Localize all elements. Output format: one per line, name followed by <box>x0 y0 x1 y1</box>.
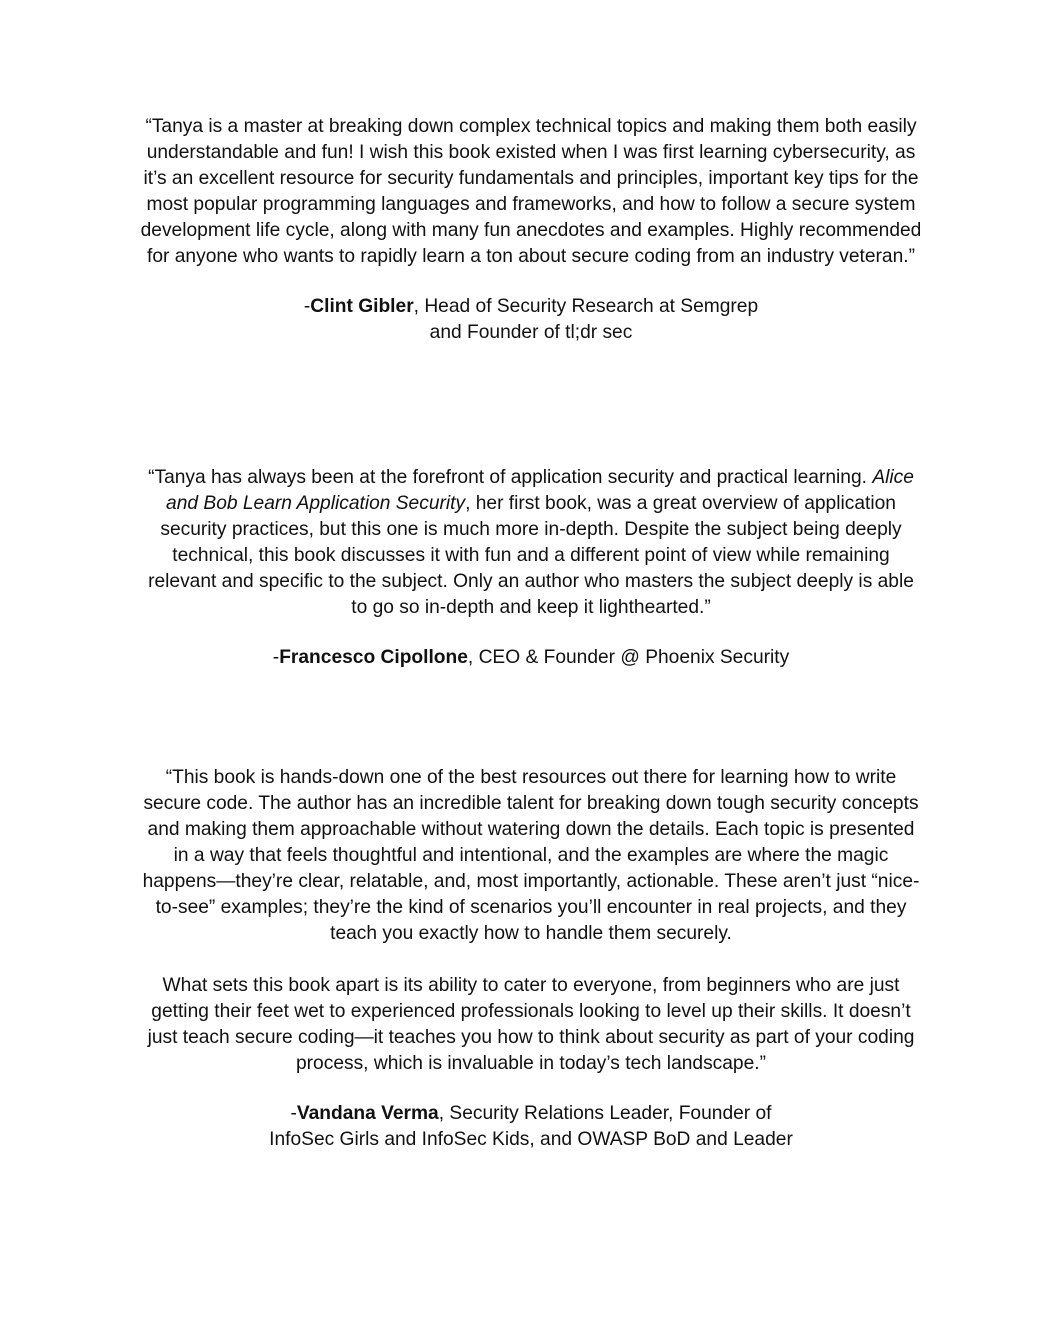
attribution-name: Vandana Verma <box>296 1103 439 1124</box>
testimonial-vandana-verma <box>140 765 922 1153</box>
testimonial-quote: “This book is hands-down one of the best resources out there for learning how to write secure code. The author has an incredible talent for breaking down tough security concepts and making them approachable without watering down the details. Each topic is presented in a way that feels thoughtful and intentional, and the examples are where the magic happens—they’re clear, relatable, and, most importantly, actionable. These aren’t just “nice-to-see” examples; they’re the kind of scenarios you’ll encounter in real projects, and they teach you exactly how to handle them securely. <box>142 767 920 944</box>
testimonial-clint-gibler <box>140 114 922 346</box>
testimonial-francesco-cipollone <box>140 465 922 671</box>
attribution-name: Francesco Cipollone <box>279 647 468 668</box>
attribution-role: , CEO & Founder @ Phoenix Security <box>467 647 790 668</box>
attribution-role-continued: and Founder of tl;dr sec <box>429 322 633 343</box>
attribution-dash: - <box>272 647 280 668</box>
attribution-dash: - <box>303 296 311 317</box>
attribution-role: , Security Relations Leader, Founder of <box>438 1103 772 1124</box>
quote-text-start: “Tanya has always been at the forefront of application security and practical learning. <box>148 467 873 488</box>
testimonial-quote: “Tanya is a master at breaking down complex technical topics and making them both easily understandable and fun! I wish this book existed when I was first learning cybersecurity, as it’s an excellent resource for security fundamentals and principles, important key tips for the most popular programming languages and frameworks, and how to follow a secure system development life cycle, along with many fun anecdotes and examples. Highly recommended for anyone who wants to rapidly learn a ton about secure coding from an industry veteran.” <box>140 116 922 267</box>
testimonial-quote <box>140 465 922 621</box>
attribution-name: Clint Gibler <box>310 296 414 317</box>
testimonial-quote-paragraph-2: What sets this book apart is its ability to cater to everyone, from beginners who are just getting their feet wet to experienced professionals looking to level up their skills. It doesn’t just teach secure coding—it teaches you how to think about security as part of your coding process, which is invaluable in today’s tech landscape.” <box>147 975 915 1074</box>
attribution-role: , Head of Security Research at Semgrep <box>413 296 759 317</box>
testimonial-attribution <box>140 1101 922 1153</box>
book-title: Alice and Bob Learn Application Security <box>166 467 914 514</box>
quote-text-end: , her first book, was a great overview of application security practices, but this one is much more in-depth. Despite the subject being deeply technical, this book discusses it with fun and a different point of view while remaining relevant and specific to the subject. Only an author who masters the subject deeply is able to go so in-depth and keep it lighthearted.” <box>148 493 914 618</box>
testimonial-attribution <box>140 294 922 346</box>
attribution-dash: - <box>290 1103 297 1124</box>
attribution-role-continued: InfoSec Girls and InfoSec Kids, and OWASP BoD and Leader <box>269 1129 793 1150</box>
testimonial-attribution <box>140 645 922 671</box>
